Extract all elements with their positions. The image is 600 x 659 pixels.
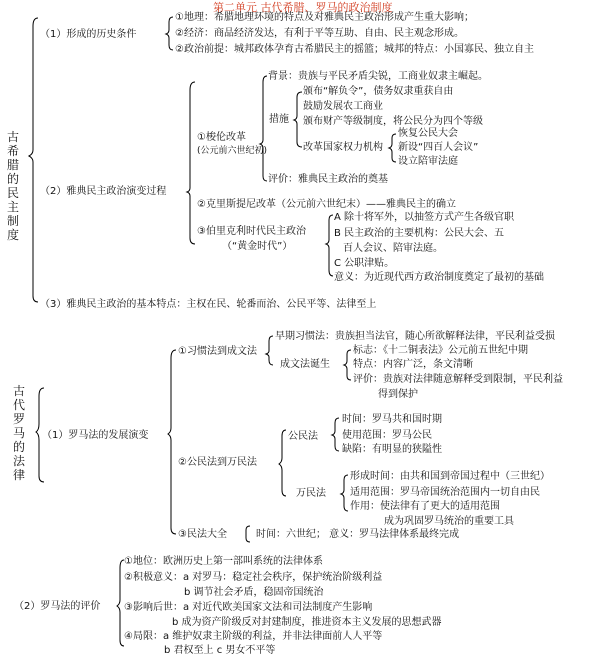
pericles-c: C 公职津贴。 xyxy=(334,258,395,269)
solon-sub: (公元前六世纪初) xyxy=(197,146,268,156)
jus-gentium-scope: 适用范围：罗马帝国统治范围内一切自由民 xyxy=(350,487,540,498)
section-greece-label: 古希腊的民主制度 xyxy=(6,130,19,242)
civil-law-defect: 缺陷：有明显的狭隘性 xyxy=(342,444,442,455)
g1-item-politics: ②政治前提：城邦政体孕育古希腊民主的摇篮；城邦的特点：小国寡民、独立自主 xyxy=(175,44,534,55)
pericles-sub: （“黄金时代”） xyxy=(222,241,293,252)
pericles-b1: B 民主政治的主要机构：公民大会、五 xyxy=(334,228,505,239)
solon-measure-1: 颁布“解负令”，债务奴隶重获自由 xyxy=(303,86,454,97)
section-rome-label: 古代罗马的法律 xyxy=(12,384,25,482)
custom-mark: 标志：《十二铜表法》公元前五世纪中期 xyxy=(353,345,528,356)
pericles-a: A 除十将军外，以抽签方式产生各级官职 xyxy=(334,212,515,223)
civil-code-title: ③民法大全 xyxy=(178,529,227,540)
solon-evaluation: 评价：雅典民主政治的奠基 xyxy=(268,174,388,185)
civil-to-jus-title: ②公民法到万民法 xyxy=(178,457,257,468)
solon-background: 背景：贵族与平民矛盾尖锐，工商业奴隶主崛起。 xyxy=(268,71,488,82)
pericles-title: ③伯里克利时代民主政治 xyxy=(197,226,306,237)
solon-measure-2: 鼓励发展农工商业 xyxy=(303,101,383,112)
custom-law-title: ①习惯法到成文法 xyxy=(178,346,257,357)
r2-influence-b: b 成为资产阶级反对封建制度，推进资本主义发展的思想武器 xyxy=(172,617,442,628)
r2-positive: ②积极意义：a 对罗马：稳定社会秩序，保护统治阶级利益 xyxy=(124,572,383,583)
r2-influence: ③影响后世：a 对近代欧美国家文法和司法制度产生影响 xyxy=(124,602,373,613)
r2-limitation-b: b 君权至上 c 男女不平等 xyxy=(164,645,276,656)
r2-positive-b: b 调节社会矛盾，稳固帝国统治 xyxy=(184,587,324,598)
solon-organ-court: 设立陪审法庭 xyxy=(398,156,458,167)
civil-code-text: 时间：六世纪； 意义：罗马法律体系最终完成 xyxy=(256,529,460,540)
jus-gentium-time: 形成时间：由共和国到帝国过程中（三世纪） xyxy=(350,471,550,482)
custom-eval-1: 评价：贵族对法律随意解释受到限制，平民利益 xyxy=(353,374,563,385)
custom-early: 早期习惯法：贵族担当法官，随心所欲解释法律，平民利益受损 xyxy=(275,331,555,342)
g1-item-geography: ①地理：希腊地理环境的特点及对雅典民主政治形成产生重大影响； xyxy=(175,12,474,23)
jus-gentium-role: 作用：使法律有了更大的适用范围 xyxy=(350,501,500,512)
custom-feature: 特点：内容广泛，条文清晰 xyxy=(353,359,473,370)
page-title: 第二单元 古代希腊、罗马的政治制度 xyxy=(213,1,393,14)
solon-measure-4: 改革国家权力机构 xyxy=(303,142,383,153)
g3-features: （3）雅典民主政治的基本特点：主权在民、轮番而治、公民平等、法律至上 xyxy=(40,299,377,310)
r2-status: ①地位：欧洲历史上第一部叫系统的法律体系 xyxy=(124,556,323,567)
g1-label: （1）形成的历史条件 xyxy=(40,29,137,40)
pericles-b2: 百人会议、陪审法庭。 xyxy=(343,243,443,254)
r1-label: （1）罗马法的发展演变 xyxy=(42,430,149,441)
pericles-meaning: 意义：为近现代西方政治制度奠定了最初的基础 xyxy=(334,272,544,283)
g2-label: （2）雅典民主政治演变过程 xyxy=(40,186,167,197)
solon-organ-council: 新设“四百人会议” xyxy=(398,142,479,153)
civil-law-time: 时间：罗马共和国时期 xyxy=(342,414,442,425)
jus-gentium-tool: 成为巩固罗马统治的重要工具 xyxy=(384,516,514,527)
custom-written-birth: 成文法诞生 xyxy=(280,359,330,370)
civil-law-label: 公民法 xyxy=(288,431,318,442)
solon-measure-3: 颁布财产等级制度，将公民分为四个等级 xyxy=(303,116,483,127)
jus-gentium-label: 万民法 xyxy=(296,488,326,499)
cleisthenes-reform: ②克里斯提尼改革（公元前六世纪末）——雅典民主的确立 xyxy=(197,199,456,210)
solon-measures-label: 措施 xyxy=(269,114,289,125)
g1-item-economy: ②经济：商品经济发达，有利于平等互助、自由、民主观念形成。 xyxy=(175,28,464,39)
solon-organ-assembly: 恢复公民大会 xyxy=(398,128,458,139)
solon-title: ①梭伦改革 xyxy=(197,132,246,143)
civil-law-scope: 使用范围：罗马公民 xyxy=(342,430,432,441)
custom-eval-2: 得到保护 xyxy=(378,389,418,400)
r2-limitation: ④局限：a 维护奴隶主阶级的利益，并非法律面前人人平等 xyxy=(124,631,383,642)
r2-label: （2）罗马法的评价 xyxy=(14,601,101,612)
